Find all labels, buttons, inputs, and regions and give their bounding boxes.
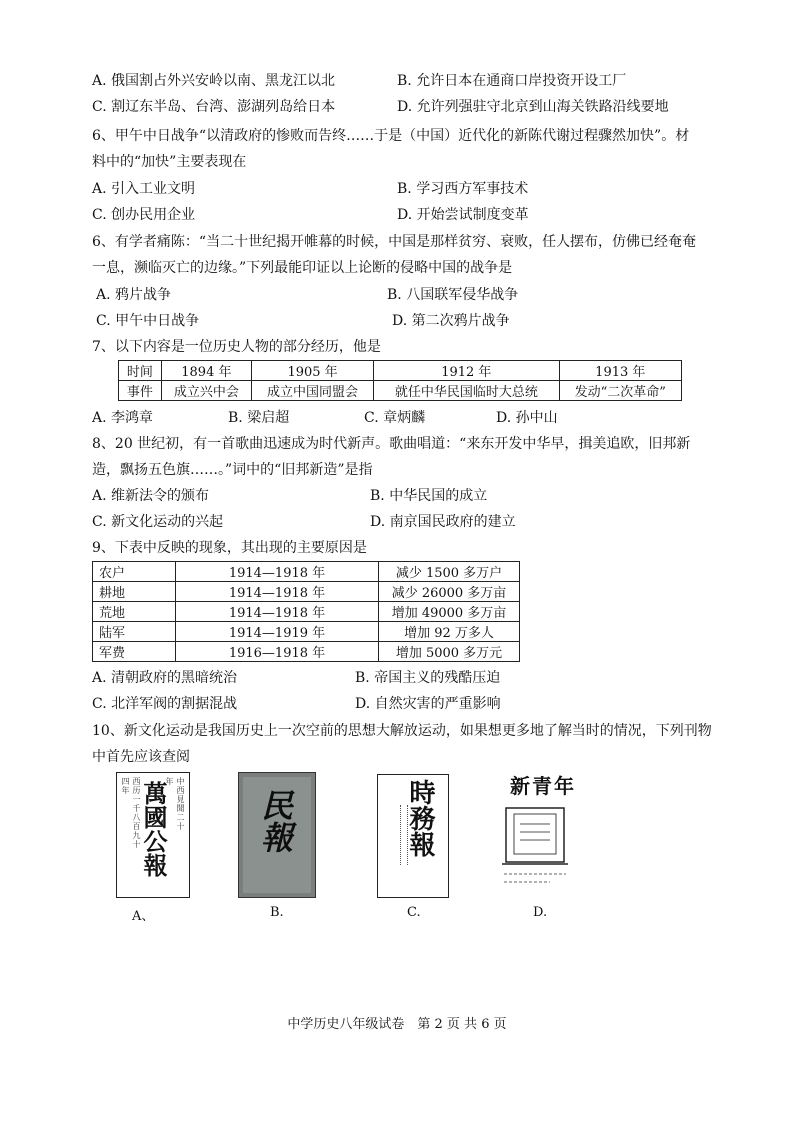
q7-option-d: D. 孙中山 xyxy=(496,410,558,426)
journal-cover-d xyxy=(494,772,576,896)
q9-option-b: B. 帝国主义的残酷压迫 xyxy=(355,670,501,686)
q8-stem-line2: 造，飘扬五色旗……。”词中的“旧邦新造”是指 xyxy=(92,462,373,478)
table-cell: 发动“二次革命” xyxy=(559,381,681,401)
table-cell: 成立兴中会 xyxy=(161,381,251,401)
q10-option-b-label: B. xyxy=(270,905,284,920)
table-cell: 军费 xyxy=(93,642,176,662)
table-row xyxy=(93,642,520,662)
journal-cover-c xyxy=(377,774,449,898)
q6a-stem-line1: 6、甲午中日战争“以清政府的惨败而告终……于是（中国）近代化的新陈代谢过程骤然加快”。材 xyxy=(92,128,690,144)
q10-option-a-label: A、 xyxy=(132,909,155,924)
q6b-stem-line1: 6、有学者痛陈：“当二十世纪揭开帷幕的时候，中国是那样贫穷、衰败，任人摆布，仿佛已经奄奄 xyxy=(92,234,697,250)
table-row xyxy=(119,381,682,401)
table-cell: 增加 5000 多万元 xyxy=(379,642,520,662)
q7-table xyxy=(118,360,682,401)
q8-option-c: C. 新文化运动的兴起 xyxy=(92,514,224,530)
q6a-stem-line2: 料中的“加快”主要表现在 xyxy=(92,154,247,170)
q5-option-a: A. 俄国割占外兴安岭以南、黑龙江以北 xyxy=(92,73,336,89)
q6b-stem-line2: 一息，濒临灭亡的边缘。”下列最能印证以上论断的侵略中国的战争是 xyxy=(92,260,513,276)
q6a-option-b: B. 学习西方军事技术 xyxy=(397,181,529,197)
cover-d-illustration xyxy=(500,802,572,892)
table-cell: 1916—1918 年 xyxy=(176,642,379,662)
table-row xyxy=(93,582,520,602)
table-cell: 耕地 xyxy=(93,582,176,602)
table-cell: 农户 xyxy=(93,562,176,582)
table-cell: 时间 xyxy=(119,361,162,381)
journal-cover-b xyxy=(238,772,316,898)
table-cell: 1912 年 xyxy=(374,361,560,381)
q9-option-d: D. 自然灾害的严重影响 xyxy=(355,696,501,712)
q8-option-b: B. 中华民国的成立 xyxy=(370,488,488,504)
q6a-option-d: D. 开始尝试制度变革 xyxy=(397,207,529,223)
table-row xyxy=(93,602,520,622)
table-cell: 成立中国同盟会 xyxy=(252,381,374,401)
q10-stem-line1: 10、新文化运动是我国历史上一次空前的思想大解放运动，如果想更多地了解当时的情况，下列刊物 xyxy=(92,723,712,739)
table-cell: 1894 年 xyxy=(161,361,251,381)
q9-option-a: A. 清朝政府的黑暗统治 xyxy=(92,670,238,686)
table-cell: 1905 年 xyxy=(252,361,374,381)
q7-stem: 7、以下内容是一位历史人物的部分经历，他是 xyxy=(92,339,381,355)
q10-stem-line2: 中首先应该查阅 xyxy=(92,749,190,765)
q6b-option-c: C. 甲午中日战争 xyxy=(96,313,200,329)
q7-option-b: B. 梁启超 xyxy=(228,410,290,426)
page-footer: 中学历史八年级试卷 第 2 页 共 6 页 xyxy=(287,1017,507,1032)
q8-option-a: A. 维新法令的颁布 xyxy=(92,488,210,504)
table-cell: 陆军 xyxy=(93,622,176,642)
q8-option-d: D. 南京国民政府的建立 xyxy=(370,514,516,530)
table-cell: 1914—1919 年 xyxy=(176,622,379,642)
table-row xyxy=(93,562,520,582)
cover-d-title: 新青年 xyxy=(510,774,576,798)
cover-a-side-text-right: 中西見聞二十年 xyxy=(165,777,185,831)
table-cell: 1914—1918 年 xyxy=(176,562,379,582)
journal-cover-a xyxy=(116,772,190,898)
q5-option-d: D. 允许列强驻守北京到山海关铁路沿线要地 xyxy=(397,99,669,115)
table-row xyxy=(93,622,520,642)
table-cell: 1914—1918 年 xyxy=(176,582,379,602)
q7-option-c: C. 章炳麟 xyxy=(364,410,426,426)
table-row xyxy=(119,361,682,381)
q9-stem: 9、下表中反映的现象，其出现的主要原因是 xyxy=(92,540,367,556)
cover-a-side-text-left: 西历一千八百九十四年 xyxy=(121,777,141,849)
q7-option-a: A. 李鸿章 xyxy=(92,410,154,426)
q9-option-c: C. 北洋军阀的割据混战 xyxy=(92,696,238,712)
q5-option-c: C. 割辽东半岛、台湾、澎湖列岛给日本 xyxy=(92,99,336,115)
table-cell: 荒地 xyxy=(93,602,176,622)
table-cell: 1914—1918 年 xyxy=(176,602,379,622)
cover-a-title: 萬國公報 xyxy=(139,781,168,877)
table-cell: 就任中华民国临时大总统 xyxy=(374,381,560,401)
table-cell: 增加 49000 多万亩 xyxy=(379,602,520,622)
q6b-option-d: D. 第二次鸦片战争 xyxy=(392,313,510,329)
q6a-option-c: C. 创办民用企业 xyxy=(92,207,196,223)
cover-b-title: 民報 xyxy=(256,789,294,853)
table-cell: 1913 年 xyxy=(559,361,681,381)
q9-table xyxy=(92,561,520,662)
q6b-option-a: A. 鸦片战争 xyxy=(96,287,172,303)
q6a-option-a: A. 引入工业文明 xyxy=(92,181,196,197)
table-cell: 增加 92 万多人 xyxy=(379,622,520,642)
q6b-option-b: B. 八国联军侵华战争 xyxy=(387,287,519,303)
cover-c-title: 時務報 xyxy=(405,779,435,857)
q5-option-b: B. 允许日本在通商口岸投资开设工厂 xyxy=(397,73,627,89)
table-cell: 减少 1500 多万户 xyxy=(379,562,520,582)
q10-option-c-label: C. xyxy=(407,905,421,920)
table-cell: 减少 26000 多万亩 xyxy=(379,582,520,602)
table-cell: 事件 xyxy=(119,381,162,401)
q8-stem-line1: 8、20 世纪初，有一首歌曲迅速成为时代新声。歌曲唱道：“来东开发中华早，揖美追欧，旧邦新 xyxy=(92,436,691,452)
q10-option-d-label: D. xyxy=(533,905,548,920)
